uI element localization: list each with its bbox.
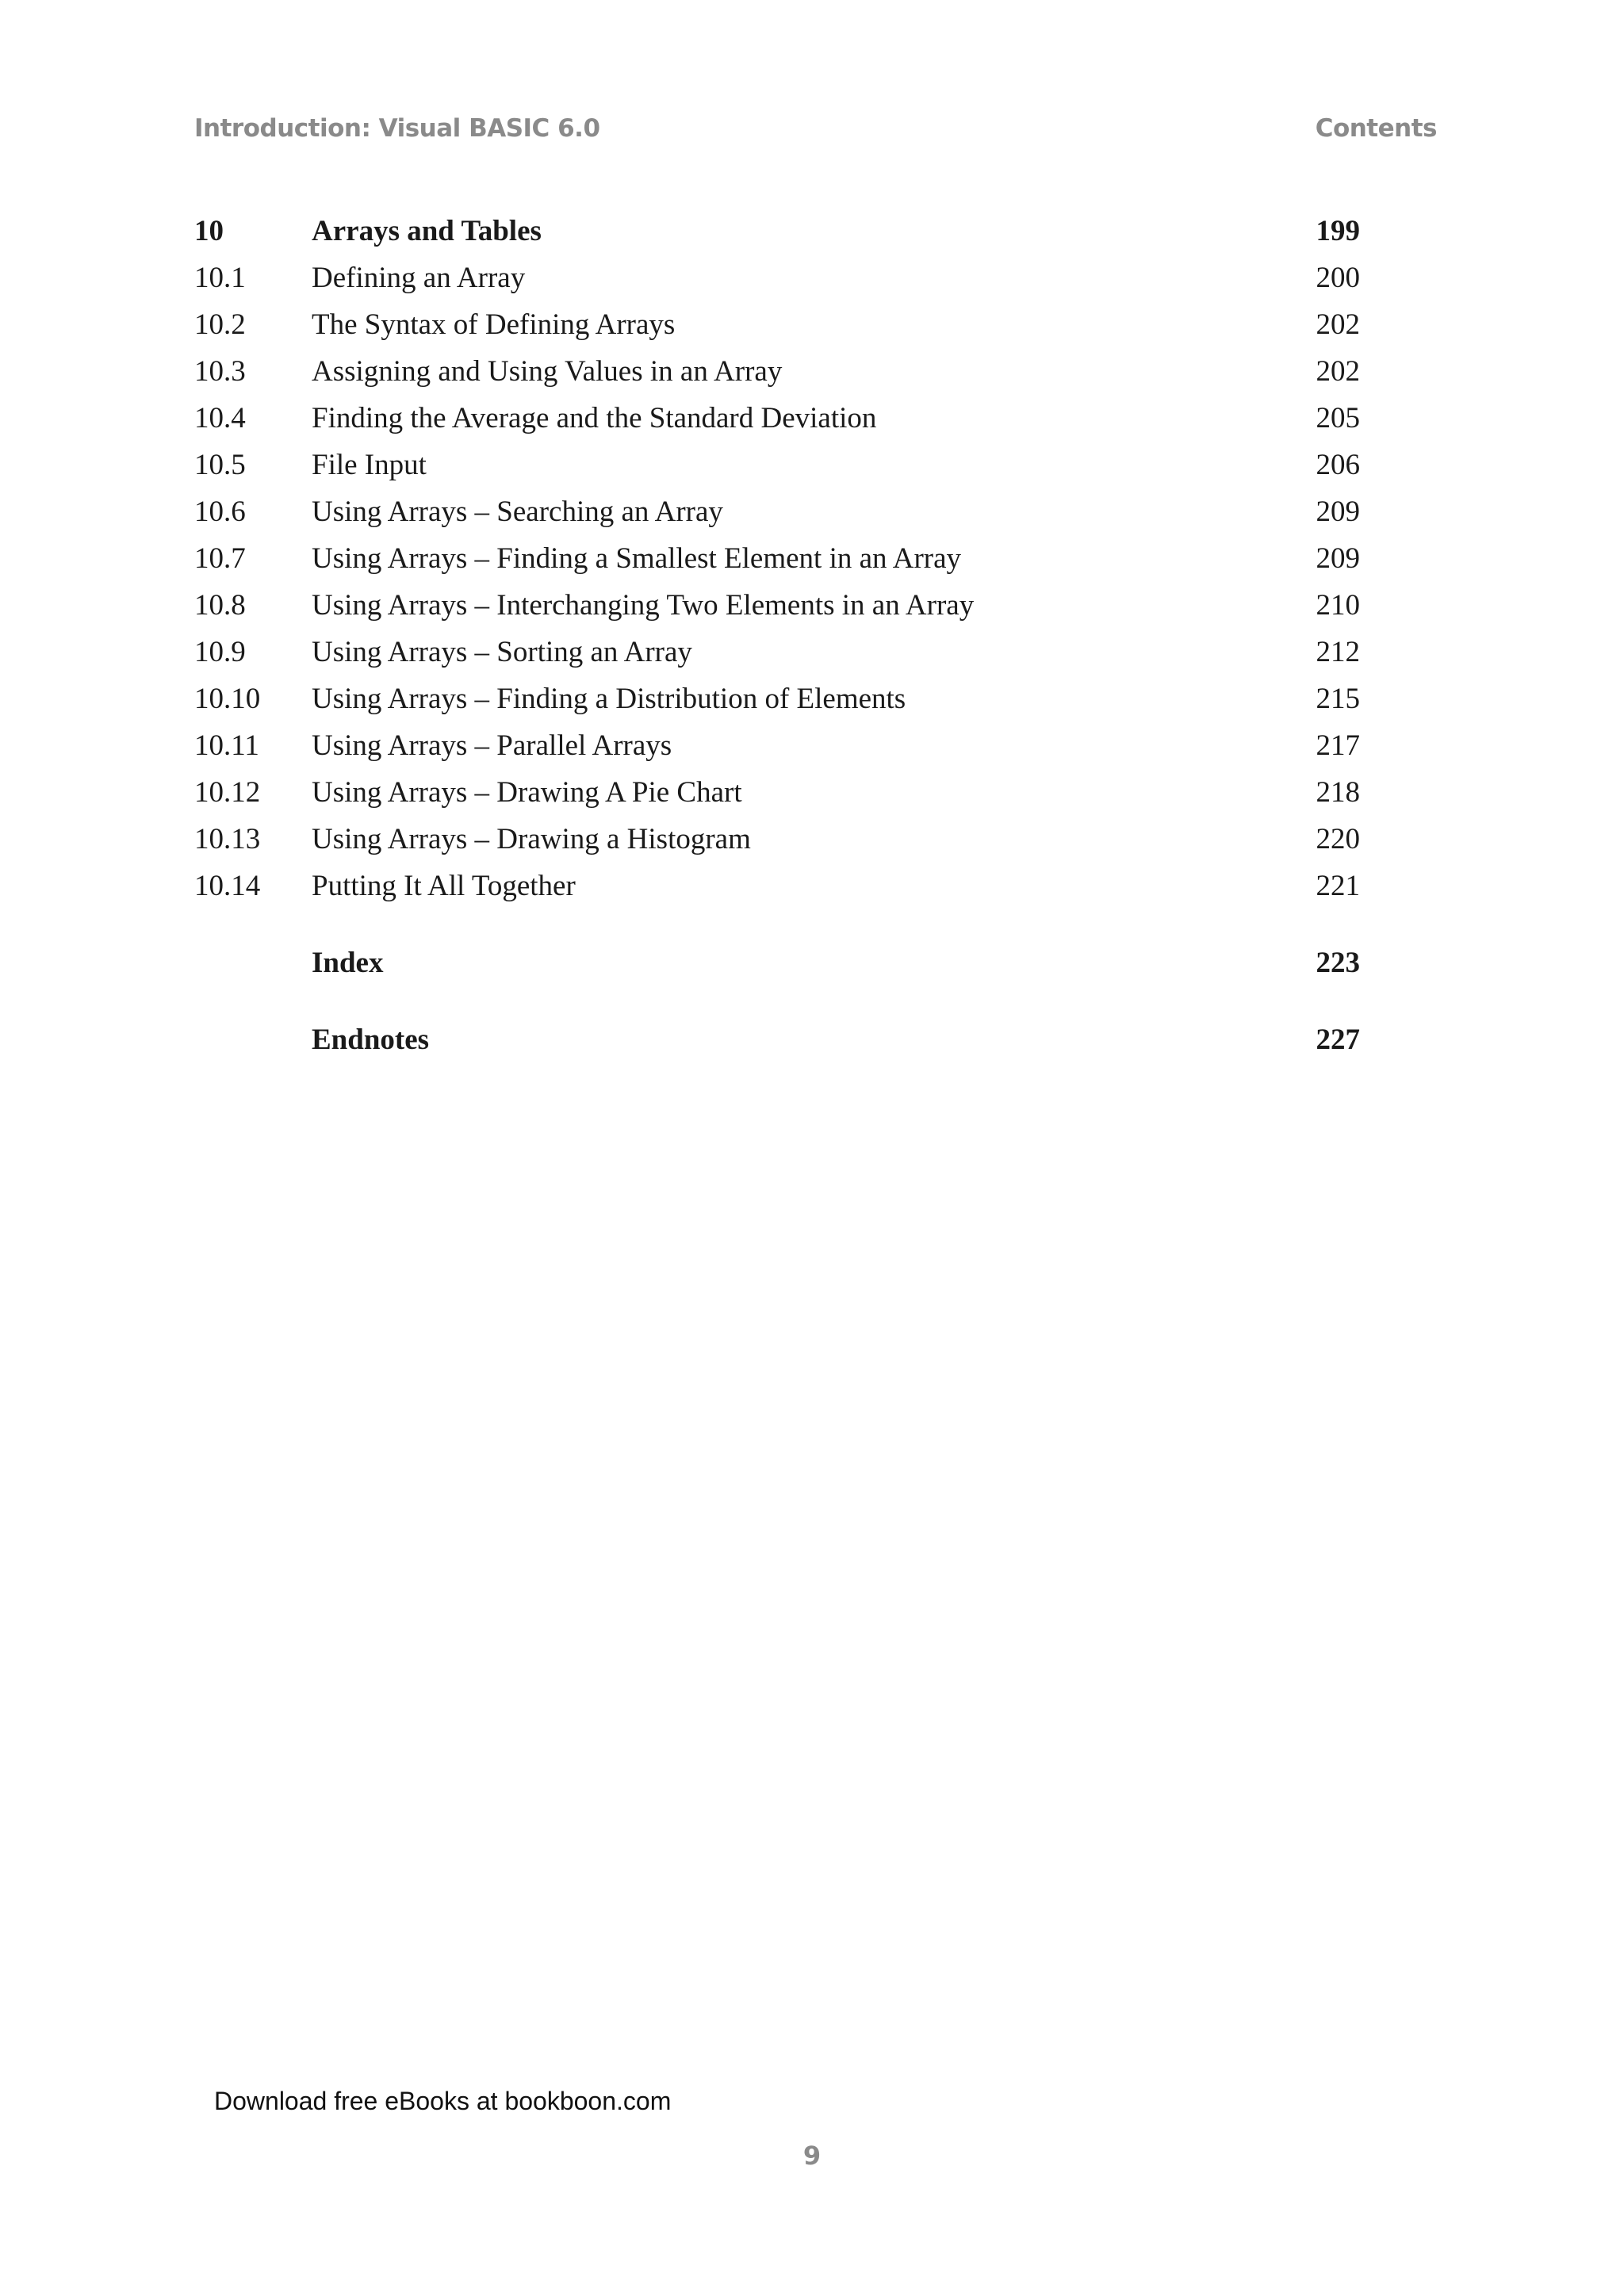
toc-entry-page: 200 — [1316, 262, 1360, 294]
toc-entry-page: 218 — [1316, 776, 1360, 809]
toc-entry-page: 221 — [1316, 870, 1360, 902]
toc-entry-page: 223 — [1316, 947, 1360, 979]
toc-entry[interactable] — [194, 629, 1360, 675]
toc-entry[interactable] — [194, 582, 1360, 629]
toc-entry-page: 227 — [1316, 1024, 1360, 1056]
toc-entry-endnotes[interactable] — [194, 1016, 1360, 1063]
toc-entry-number: 10.4 — [194, 402, 246, 434]
toc-entry-title: Using Arrays – Interchanging Two Elements in an Array — [312, 589, 975, 622]
toc-entry[interactable] — [194, 722, 1360, 769]
toc-entry-title: Putting It All Together — [312, 870, 576, 902]
toc-entry-index[interactable] — [194, 939, 1360, 986]
toc-entry-page: 206 — [1316, 449, 1360, 481]
toc-entry-number: 10.5 — [194, 449, 246, 481]
toc-entry-number: 10.14 — [194, 870, 261, 902]
running-head-title: Introduction: Visual BASIC 6.0 — [194, 114, 600, 143]
toc-entry[interactable] — [194, 395, 1360, 442]
download-ebooks-link[interactable]: Download free eBooks at bookboon.com — [214, 2087, 672, 2115]
toc-entry[interactable] — [194, 675, 1360, 722]
toc-entry-page: 205 — [1316, 402, 1360, 434]
toc-entry-number: 10.1 — [194, 262, 246, 294]
toc-entry-page: 202 — [1316, 355, 1360, 388]
running-head-section: Contents — [1315, 114, 1437, 143]
toc-entry[interactable] — [194, 301, 1360, 348]
toc-entry-title: The Syntax of Defining Arrays — [312, 308, 676, 341]
toc-entry-title: Arrays and Tables — [312, 215, 542, 247]
toc-entry-title: Index — [312, 947, 384, 979]
toc-entry[interactable] — [194, 816, 1360, 863]
toc-entry-chapter[interactable] — [194, 208, 1360, 254]
toc-entry-title: Endnotes — [312, 1024, 430, 1056]
toc-entry[interactable] — [194, 769, 1360, 816]
toc-entry-number: 10.2 — [194, 308, 246, 341]
toc-entry[interactable] — [194, 254, 1360, 301]
toc-entry-title: Using Arrays – Sorting an Array — [312, 636, 692, 668]
toc-entry-title: Finding the Average and the Standard Deviation — [312, 402, 877, 434]
toc-entry-number: 10.10 — [194, 683, 261, 715]
toc-entry-number: 10.11 — [194, 729, 259, 762]
toc-entry-number: 10.12 — [194, 776, 261, 809]
toc-entry-number: 10.7 — [194, 542, 246, 575]
toc-entry-number: 10.3 — [194, 355, 246, 388]
toc-entry-title: Using Arrays – Finding a Smallest Element in an Array — [312, 542, 962, 575]
toc-entry-number: 10 — [194, 215, 224, 247]
toc-entry-page: 215 — [1316, 683, 1360, 715]
toc-entry-page: 209 — [1316, 542, 1360, 575]
toc-entry-page: 209 — [1316, 496, 1360, 528]
toc-entry-page: 212 — [1316, 636, 1360, 668]
toc-entry-number: 10.6 — [194, 496, 246, 528]
table-of-contents — [194, 208, 1360, 1063]
toc-entry-number: 10.9 — [194, 636, 246, 668]
toc-entry-title: Using Arrays – Finding a Distribution of Elements — [312, 683, 906, 715]
toc-entry[interactable] — [194, 442, 1360, 488]
toc-entry-page: 217 — [1316, 729, 1360, 762]
toc-entry-page: 199 — [1316, 215, 1360, 247]
toc-entry-title: Using Arrays – Drawing A Pie Chart — [312, 776, 742, 809]
toc-entry[interactable] — [194, 535, 1360, 582]
toc-entry-title: Using Arrays – Searching an Array — [312, 496, 723, 528]
toc-entry[interactable] — [194, 863, 1360, 909]
toc-entry-title: File Input — [312, 449, 427, 481]
toc-entry[interactable] — [194, 348, 1360, 395]
toc-entry-number: 10.8 — [194, 589, 246, 622]
toc-entry-title: Assigning and Using Values in an Array — [312, 355, 783, 388]
toc-entry-number: 10.13 — [194, 823, 261, 855]
toc-entry-page: 210 — [1316, 589, 1360, 622]
toc-entry-title: Using Arrays – Parallel Arrays — [312, 729, 672, 762]
toc-entry-page: 220 — [1316, 823, 1360, 855]
toc-entry[interactable] — [194, 488, 1360, 535]
toc-entry-page: 202 — [1316, 308, 1360, 341]
toc-entry-title: Using Arrays – Drawing a Histogram — [312, 823, 751, 855]
page-number: 9 — [802, 2141, 822, 2171]
toc-entry-title: Defining an Array — [312, 262, 526, 294]
